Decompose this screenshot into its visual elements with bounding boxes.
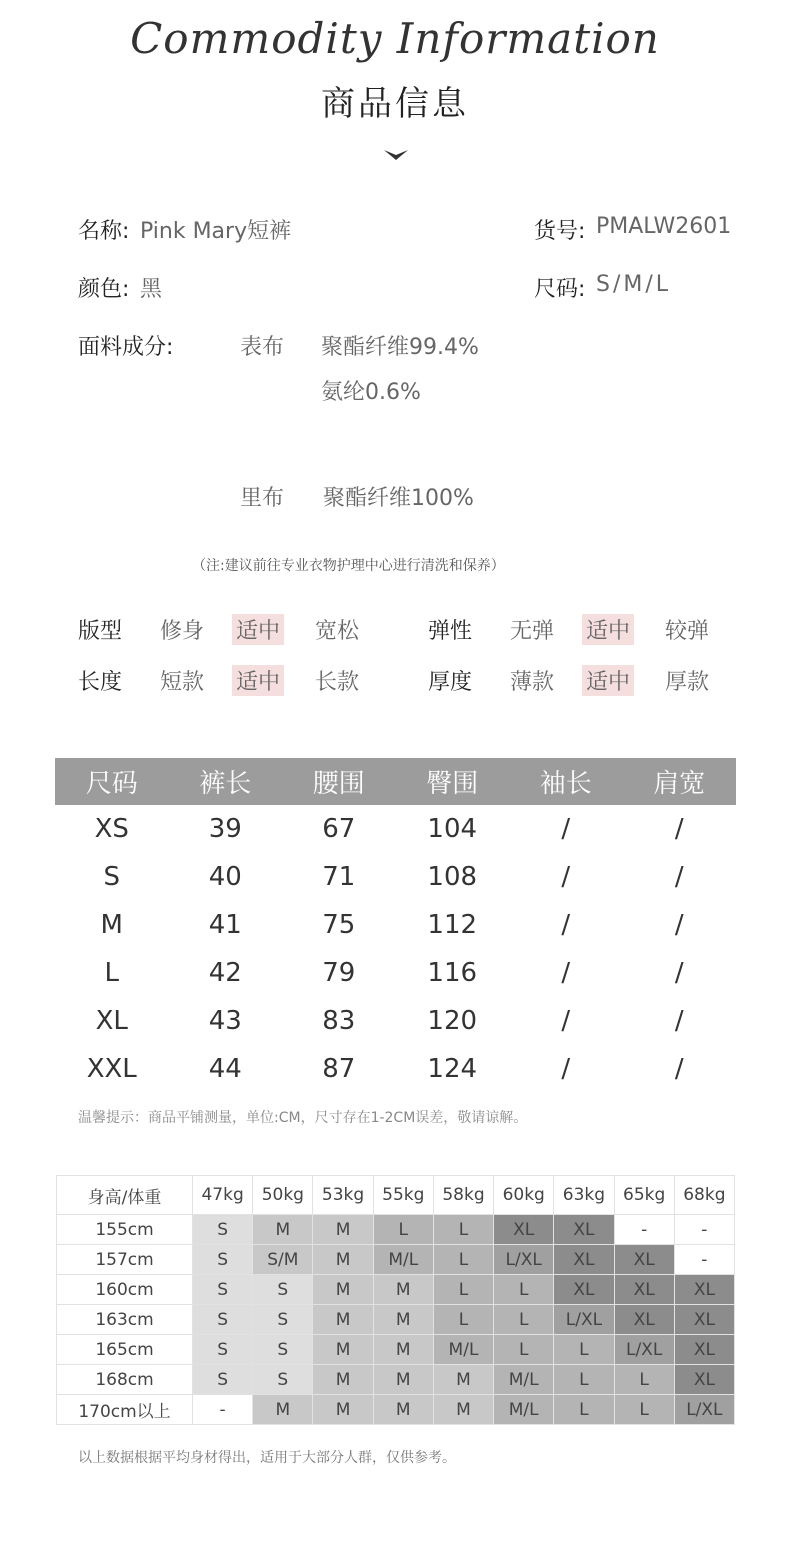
recommended-size-cell: L/XL (674, 1395, 734, 1425)
size-table-row (55, 1045, 736, 1093)
reference-row (57, 1335, 735, 1365)
size-table-cell: S (103, 862, 120, 892)
size-table-cell: 87 (322, 1054, 356, 1084)
size-table-header-cell: 袖长 (509, 758, 623, 805)
size-table-row (55, 853, 736, 901)
reference-footer-note: 以上数据根据平均身材得出，适用于大部分人群，仅供参考。 (78, 1450, 456, 1466)
recommended-size-cell: L (494, 1335, 554, 1365)
attribute-option-selected: 适中 (232, 665, 284, 696)
attribute-option: 长款 (315, 670, 360, 695)
reference-row (57, 1275, 735, 1305)
size-table-cell: 42 (208, 958, 242, 988)
recommended-size-cell: M (253, 1395, 313, 1425)
recommended-size-cell: S (193, 1215, 253, 1245)
weight-header-cell: 60kg (494, 1176, 554, 1215)
attribute-option: 薄款 (510, 670, 555, 695)
reference-row (57, 1245, 735, 1275)
size-label: 尺码: (534, 277, 586, 302)
size-table-header-cell: 肩宽 (623, 758, 737, 805)
size-table-header-cell: 尺码 (55, 758, 169, 805)
lining-label: 里布 (240, 486, 285, 511)
attribute-option-selected: 适中 (582, 665, 634, 696)
recommended-size-cell: - (193, 1395, 253, 1425)
size-table-cell: / (561, 814, 571, 844)
attribute-option: 无弹 (510, 619, 555, 644)
size-table-cell: / (674, 958, 684, 988)
height-cell: 170cm以上 (57, 1395, 193, 1425)
attribute-key: 厚度 (428, 670, 473, 695)
attribute-option: 较弹 (665, 619, 710, 644)
script-title: Commodity Information (130, 14, 660, 63)
recommended-size-cell: S (193, 1275, 253, 1305)
recommended-size-cell: XL (554, 1245, 614, 1275)
size-table-row (55, 901, 736, 949)
height-cell: 157cm (57, 1245, 193, 1275)
recommended-size-cell: L/XL (614, 1335, 674, 1365)
size-table (55, 758, 736, 1093)
weight-header-cell: 63kg (554, 1176, 614, 1215)
recommended-size-cell: XL (674, 1275, 734, 1305)
recommended-size-cell: M (433, 1365, 493, 1395)
size-table-header-cell: 腰围 (282, 758, 396, 805)
size-table-cell: 41 (208, 910, 242, 940)
sku-label: 货号: (534, 219, 586, 244)
recommended-size-cell: M (253, 1215, 313, 1245)
recommended-size-cell: L (433, 1275, 493, 1305)
attribute-option: 修身 (160, 619, 205, 644)
reference-table-body (57, 1215, 735, 1425)
recommended-size-cell: S/M (253, 1245, 313, 1275)
height-cell: 165cm (57, 1335, 193, 1365)
attribute-option-selected: 适中 (582, 614, 634, 645)
recommended-size-cell: M (373, 1305, 433, 1335)
name-value: Pink Mary短裤 (140, 219, 292, 244)
size-table-cell: 83 (322, 1006, 356, 1036)
weight-header-cell: 53kg (313, 1176, 373, 1215)
recommended-size-cell: M/L (373, 1245, 433, 1275)
lining-value: 聚酯纤维100% (323, 486, 474, 511)
attribute-option-selected: 适中 (232, 614, 284, 645)
recommended-size-cell: L (554, 1335, 614, 1365)
name-label: 名称: (78, 219, 130, 244)
reference-row (57, 1305, 735, 1335)
height-cell: 168cm (57, 1365, 193, 1395)
recommended-size-cell: M (313, 1275, 373, 1305)
color-label: 颜色: (78, 277, 130, 302)
reference-row (57, 1215, 735, 1245)
sku-value: PMALW2601 (596, 214, 732, 239)
recommended-size-cell: L (433, 1215, 493, 1245)
size-value: S/M/L (596, 272, 672, 297)
size-table-cell: 71 (322, 862, 356, 892)
recommended-size-cell: S (193, 1365, 253, 1395)
size-table-cell: XXL (86, 1054, 137, 1084)
recommended-size-cell: M (313, 1335, 373, 1365)
size-table-cell: 79 (322, 958, 356, 988)
recommended-size-cell: L/XL (554, 1305, 614, 1335)
size-table-cell: 104 (427, 814, 478, 844)
recommended-size-cell: M/L (494, 1365, 554, 1395)
size-table-cell: 39 (208, 814, 242, 844)
reference-row (57, 1395, 735, 1425)
recommended-size-cell: L (554, 1395, 614, 1425)
size-table-header-row (55, 758, 736, 805)
recommended-size-cell: L (614, 1395, 674, 1425)
recommended-size-cell: L (494, 1305, 554, 1335)
recommended-size-cell: L (494, 1275, 554, 1305)
height-cell: 155cm (57, 1215, 193, 1245)
measurement-tip: 温馨提示：商品平铺测量，单位:CM，尺寸存在1-2CM误差，敬请谅解。 (78, 1110, 528, 1126)
size-table-body (55, 805, 736, 1093)
page-title: 商品信息 (321, 84, 469, 124)
recommended-size-cell: L (614, 1365, 674, 1395)
size-table-cell: / (561, 1006, 571, 1036)
recommended-size-cell: S (193, 1305, 253, 1335)
fabric-label: 面料成分: (78, 335, 174, 360)
size-table-row (55, 997, 736, 1045)
recommended-size-cell: L (433, 1305, 493, 1335)
recommended-size-cell: S (253, 1335, 313, 1365)
size-table-cell: 40 (208, 862, 242, 892)
size-table-cell: 43 (208, 1006, 242, 1036)
size-table-cell: 44 (208, 1054, 242, 1084)
size-table-cell: / (561, 910, 571, 940)
size-table-cell: 108 (427, 862, 478, 892)
attribute-key: 弹性 (428, 619, 473, 644)
recommended-size-cell: M/L (433, 1335, 493, 1365)
size-table-cell: 67 (322, 814, 356, 844)
recommended-size-cell: S (253, 1275, 313, 1305)
attribute-option: 厚款 (665, 670, 710, 695)
weight-header-cell: 55kg (373, 1176, 433, 1215)
recommended-size-cell: - (614, 1215, 674, 1245)
recommended-size-cell: XL (554, 1275, 614, 1305)
recommended-size-cell: XL (554, 1215, 614, 1245)
recommended-size-cell: XL (614, 1305, 674, 1335)
recommended-size-cell: - (674, 1245, 734, 1275)
recommended-size-cell: M/L (494, 1395, 554, 1425)
size-table-cell: L (104, 958, 119, 988)
size-table-cell: M (100, 910, 123, 940)
size-table-cell: 75 (322, 910, 356, 940)
recommended-size-cell: M (313, 1215, 373, 1245)
chevron-down-icon (384, 148, 408, 162)
outer-fabric-value-1: 聚酯纤维99.4% (321, 335, 479, 360)
recommended-size-cell: XL (494, 1215, 554, 1245)
size-table-cell: / (561, 862, 571, 892)
recommended-size-cell: XL (614, 1275, 674, 1305)
attribute-option: 短款 (160, 670, 205, 695)
reference-row (57, 1365, 735, 1395)
attribute-key: 长度 (78, 670, 123, 695)
outer-fabric-value-2: 氨纶0.6% (321, 380, 421, 405)
size-table-cell: / (674, 862, 684, 892)
recommended-size-cell: M (313, 1305, 373, 1335)
reference-header-row (57, 1176, 735, 1215)
recommended-size-cell: S (193, 1245, 253, 1275)
color-value: 黑 (140, 277, 163, 302)
attribute-key: 版型 (78, 619, 123, 644)
size-table-cell: / (674, 910, 684, 940)
recommended-size-cell: XL (614, 1245, 674, 1275)
recommended-size-cell: M (433, 1395, 493, 1425)
size-table-cell: / (561, 958, 571, 988)
weight-header-cell: 68kg (674, 1176, 734, 1215)
weight-header-cell: 58kg (433, 1176, 493, 1215)
size-table-cell: / (674, 814, 684, 844)
size-table-header-cell: 裤长 (169, 758, 283, 805)
size-table-row (55, 949, 736, 997)
weight-header-cell: 50kg (253, 1176, 313, 1215)
height-cell: 160cm (57, 1275, 193, 1305)
recommended-size-cell: M (373, 1395, 433, 1425)
size-table-header-cell: 臀围 (396, 758, 510, 805)
size-table-row (55, 805, 736, 853)
outer-fabric-label: 表布 (240, 335, 285, 360)
size-table-cell: 112 (427, 910, 478, 940)
recommended-size-cell: M (373, 1275, 433, 1305)
recommended-size-cell: S (193, 1335, 253, 1365)
recommended-size-cell: M (313, 1365, 373, 1395)
care-note: （注:建议前往专业衣物护理中心进行清洗和保养） (192, 558, 505, 574)
recommended-size-cell: L (433, 1245, 493, 1275)
size-table-cell: XS (94, 814, 129, 844)
height-cell: 163cm (57, 1305, 193, 1335)
recommended-size-cell: L (554, 1365, 614, 1395)
recommended-size-cell: XL (674, 1335, 734, 1365)
recommended-size-cell: M (373, 1335, 433, 1365)
size-table-cell: 124 (427, 1054, 478, 1084)
recommended-size-cell: L/XL (494, 1245, 554, 1275)
size-table-cell: / (561, 1054, 571, 1084)
size-table-cell: XL (95, 1006, 128, 1036)
recommended-size-cell: S (253, 1305, 313, 1335)
size-table-cell: 120 (427, 1006, 478, 1036)
weight-header-cell: 47kg (193, 1176, 253, 1215)
recommended-size-cell: L (373, 1215, 433, 1245)
recommended-size-cell: M (313, 1245, 373, 1275)
attribute-option: 宽松 (315, 619, 360, 644)
recommended-size-cell: S (253, 1365, 313, 1395)
reference-corner-cell: 身高/体重 (57, 1176, 193, 1215)
recommended-size-cell: M (373, 1365, 433, 1395)
size-table-cell: / (674, 1054, 684, 1084)
size-table-cell: / (674, 1006, 684, 1036)
recommended-size-cell: XL (674, 1365, 734, 1395)
size-table-cell: 116 (427, 958, 478, 988)
size-reference-table (56, 1175, 735, 1425)
recommended-size-cell: XL (674, 1305, 734, 1335)
weight-header-cell: 65kg (614, 1176, 674, 1215)
recommended-size-cell: - (674, 1215, 734, 1245)
recommended-size-cell: M (313, 1395, 373, 1425)
